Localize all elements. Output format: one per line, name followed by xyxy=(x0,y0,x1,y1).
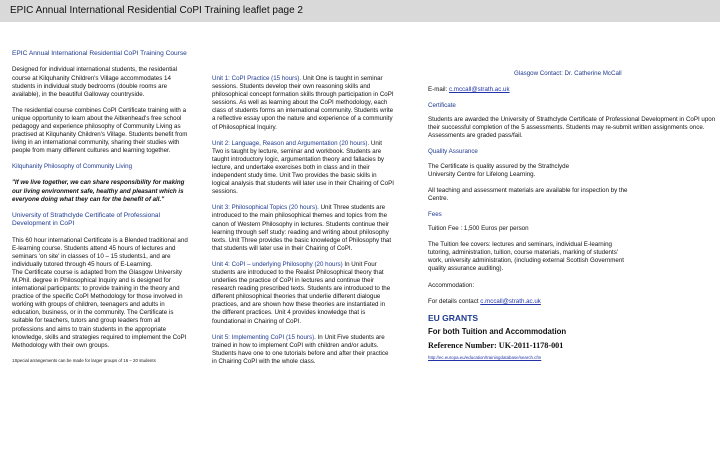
email-line xyxy=(428,86,716,94)
eu-grants-heading: EU GRANTS xyxy=(428,312,479,323)
footnote: 1Special arrangements can be made for larger groups of 16 – 20 students xyxy=(12,357,156,363)
reference-number: Reference Number: UK-2011-1178-001 xyxy=(428,340,564,350)
email-link[interactable]: c.mccall@strath.ac.uk xyxy=(448,86,510,93)
training-database-link[interactable]: http://ec.europa.eu/education/trainingdatabase/search.cfm xyxy=(428,354,542,360)
university-heading: University of Strathclyde Certificate of Professional Development in CoPI xyxy=(12,211,161,228)
unit-1-body: Unit One is taught in seminar sessions. Students develop their own reasoning skills and philosophical concept formation skills through participation in CoPI sessions. As well as learning about the CoPI methodology, each class of students forms an international community. Students write a reflective essay upon the nature and experience of a community of Philosophical Inquiry. xyxy=(212,75,394,131)
community-living-heading: Kilquhanity Philosophy of Community Living xyxy=(12,163,133,171)
details-email-link[interactable]: c.mccall@strath.ac.uk xyxy=(480,297,541,305)
unit-4 xyxy=(212,261,394,326)
unit-5-title: Unit 5: Implementing CoPI (15 hours). xyxy=(212,333,316,341)
quality-assurance-body: The Certificate is quality assured by the Strathclyde University Centre for Lifelong Learning. xyxy=(428,162,570,178)
eu-grants-subheading: For both Tuition and Accommodation xyxy=(428,326,567,336)
course-heading: EPIC Annual International Residential CoPI Training Course xyxy=(12,50,187,57)
course-adapted-paragraph: The Certificate course is adapted from the Glasgow University M.Phil. degree in Philosophical Inquiry and is designed for international participants: to provide training in the theory and practice of the specific CoPI Methodology for those involved in working with groups of children, teenagers and adults in education, business, or in the community. The Certificate is suitable for teachers, tutors and group leaders from all professions and aims to train students in the appropriate knowledge, skills and strategies required to implement the CoPI Methodology with their own groups. xyxy=(12,268,187,349)
unit-2 xyxy=(212,140,394,197)
unit-5-body: In Unit Five students are trained in how to implement CoPI with children and/or adults. Students have one to one tutorials before and after their practice in Chairing CoPI with the whole class. xyxy=(212,333,389,365)
unit-3-body: Unit Three students are introduced to the main philosophical themes and topics from the canon of Western Philosophy in lectures. Students continue their learning through self study: reading and writing about philosophy texts. Unit Three provides the basic knowledge of Philosophy that that students will later use in their Chairing of CoPI. xyxy=(212,204,392,252)
details-label: For details contact xyxy=(428,297,481,305)
quality-assurance-body-2: All teaching and assessment materials are available for inspection by the Centre. xyxy=(428,186,628,202)
details-line xyxy=(428,298,716,306)
left-column xyxy=(12,50,190,372)
units-column xyxy=(212,75,394,374)
fees-heading: Fees xyxy=(428,210,442,218)
page-header xyxy=(0,0,720,22)
unit-5 xyxy=(212,334,394,366)
tuition-fee: Tuition Fee : 1,500 Euros per person xyxy=(428,225,529,233)
certificate-body: Students are awarded the University of Strathclyde Certificate of Professional Development in CoPI upon their successful completion of the 5 assessments. Students may re-submit written assignments once. Assessments are graded pass/fail. xyxy=(428,116,716,140)
fees-body: The Tuition fee covers: lectures and seminars, individual E-learning tutoring, administration, tuition, course materials, marking of students' work, university administration, (including external Scottish Government quality assurance auditing). xyxy=(428,241,625,273)
unit-1 xyxy=(212,75,394,132)
unit-3 xyxy=(212,204,394,253)
glasgow-contact: Glasgow Contact: Dr. Catherine McCall xyxy=(514,70,622,77)
unit-1-title: Unit 1: CoPI Practice (15 hours). xyxy=(212,75,302,82)
unit-3-title: Unit 3: Philosophical Topics (20 hours). xyxy=(212,204,319,212)
email-label: E-mail: xyxy=(428,86,449,93)
certificate-heading: Certificate xyxy=(428,102,456,110)
quality-assurance-heading: Quality Assurance xyxy=(428,148,478,156)
intro-paragraph: Designed for individual international students, the residential course at Kilquhanity Children's Village accommodates 14 students in individual study bedrooms (double rooms are available), in the beautiful Galloway countryside. xyxy=(12,66,178,98)
header-title: EPIC Annual International Residential CoPI Training leaflet page 2 xyxy=(10,5,303,16)
residential-paragraph: The residential course combines CoPI Certificate training with a unique opportunity to learn about the Aitkenhead's free school pedagogy and experience philosophy of Community Living as practised at Kilquhanity Children's Village. Students benefit from living in an international community, sharing their studies with people from many different cultures and learning together. xyxy=(12,106,188,155)
unit-4-title: Unit 4: CoPI – underlying Philosophy (20 hours) xyxy=(212,260,343,268)
community-quote: "If we live together, we can share responsibility for making our living environment safe, healthy and pleasant which is everyone doing what they can for the benefit of all." xyxy=(12,179,185,203)
unit-2-body: Unit Two is taught by lecture, seminar and workbook. Students are taught introductory logic, argumentation theory and fallacies by lecture, and undertake exercises both in class and in their independent study time. Unit Two provides the basic skills in logical analysis that students will later use in their Chairing of CoPI sessions. xyxy=(212,139,394,196)
unit-4-body: In Unit Four students are introduced to the Realist Philosophical theory that underlies the practice of CoPI in lectures and continue their research reading prescribed texts. Students are introduced to the different philosophical theories that underlie different dialogue practices, and are shown how these theories are instantiated in the different practices. Unit 4 provides knowledge that is foundational in Chairing of CoPI. xyxy=(212,260,391,325)
right-column xyxy=(428,86,716,370)
accommodation-label: Accommodation: xyxy=(428,281,475,289)
certificate-paragraph: This 60 hour international Certificate is a Blended traditional and E-learning course. Students attend 45 hours of lectures and seminars 'on site' in classes of 10 – 15 students1, and are individually tutored through 45 hours of E-Learning. xyxy=(12,236,188,268)
unit-2-title: Unit 2: Language, Reason and Argumentation (20 hours). xyxy=(212,139,370,147)
